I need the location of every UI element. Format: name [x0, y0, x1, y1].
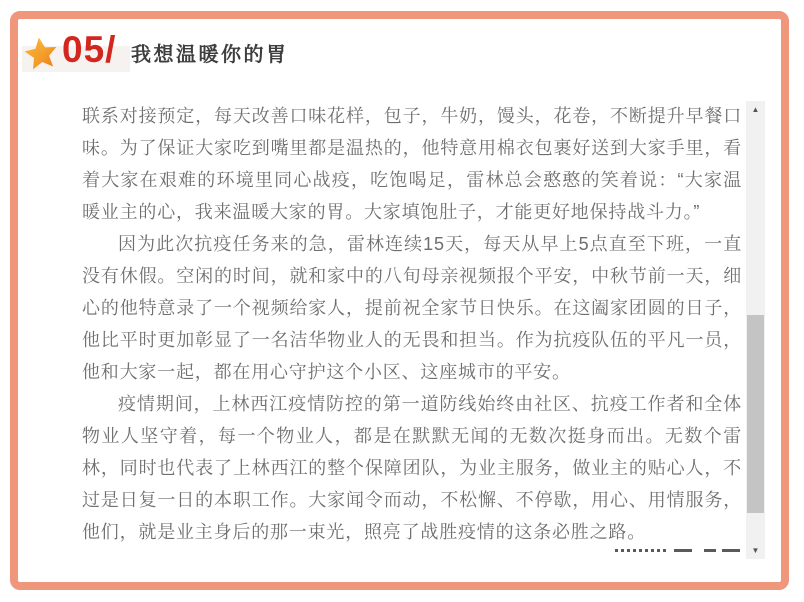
- clipped-glyph-top: [704, 549, 716, 552]
- article-paragraph: 因为此次抗疫任务来的急，雷林连续15天，每天从早上5点直至下班，一直没有休假。空闲的时间，就和家中的八旬母亲视频报个平安，中秋节前一天，细心的他特意录了一个视频给家人，提前祝全家节日快乐。在这阖家团圆的日子，他比平时更加彰显了一名洁华物业人的无畏和担当。作为抗疫队伍的平凡一员，他和大家一起，都在用心守护这个小区、这座城市的平安。: [82, 234, 742, 382]
- chevron-down-icon: ▼: [751, 546, 760, 555]
- star-icon: [22, 34, 60, 72]
- clipped-glyph-top: [674, 549, 692, 552]
- article-paragraph: 疫情期间，上林西江疫情防控的第一道防线始终由社区、抗疫工作者和全体物业人坚守着，每一个物业人，都是在默默无闻的无数次挺身而出。无数个雷林，同时也代表了上林西江的整个保障团队，为业主服务，做业主的贴心人，不过是日复一日的本职工作。大家闻令而动，不松懈、不停歇，用心、用情服务，他们，就是业主身后的那一束光，照亮了战胜疫情的这条必胜之路。: [82, 394, 742, 542]
- scrollbar-up-button[interactable]: [746, 101, 765, 118]
- clipped-glyph-top: [651, 549, 654, 552]
- chevron-up-icon: ▲: [751, 105, 760, 114]
- scrollbar-thumb[interactable]: [747, 315, 764, 513]
- section-title: 我想温暖你的胃: [131, 44, 289, 66]
- article-scroll-area[interactable]: [82, 100, 742, 555]
- clipped-next-line: [82, 549, 740, 555]
- clipped-glyph-top: [657, 549, 660, 552]
- clipped-glyph-top: [663, 549, 666, 552]
- clipped-glyph-top: [645, 549, 648, 552]
- scrollbar-down-button[interactable]: [746, 542, 765, 559]
- section-number: 05/: [62, 29, 117, 70]
- scrollbar[interactable]: [746, 101, 765, 559]
- article-paragraphs: [82, 100, 742, 548]
- clipped-glyph-top: [627, 549, 630, 552]
- clipped-glyph-top: [633, 549, 636, 552]
- clipped-glyph-top: [639, 549, 642, 552]
- clipped-glyph-top: [615, 549, 618, 552]
- article-paragraph: 联系对接预定，每天改善口味花样，包子，牛奶，馒头，花卷，不断提升早餐口味。为了保证大家吃到嘴里都是温热的，他特意用棉衣包裹好送到大家手里，看着大家在艰难的环境里同心战疫，吃饱喝足，雷林总会憨憨的笑着说：“大家温暖业主的心，我来温暖大家的胃。大家填饱肚子，才能更好地保持战斗力。”: [82, 106, 742, 222]
- clipped-glyph-top: [722, 549, 740, 552]
- clipped-glyph-top: [621, 549, 624, 552]
